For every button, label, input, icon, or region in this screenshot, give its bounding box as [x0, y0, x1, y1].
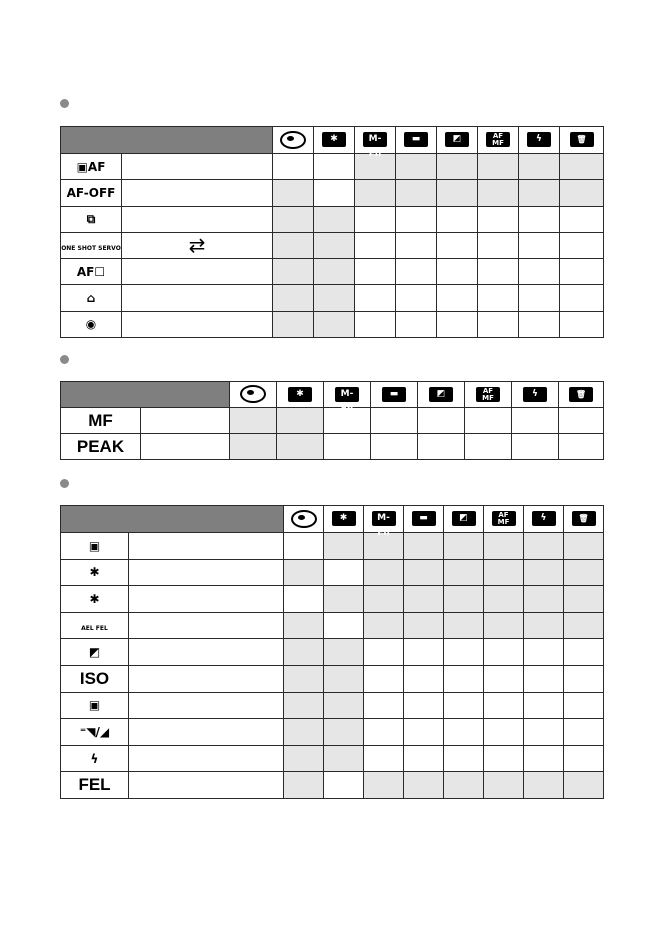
peak-icon [61, 434, 141, 460]
unavailable-cell [564, 533, 604, 560]
available-cell [371, 408, 418, 434]
header-icon-cell [371, 382, 418, 408]
ae-lock-icon-2 [61, 586, 129, 613]
table-row [61, 612, 604, 639]
available-cell [484, 665, 524, 692]
unavailable-cell [324, 692, 364, 719]
header-icon-cell [273, 127, 314, 154]
unavailable-cell [404, 772, 444, 799]
metering-af-icon [61, 154, 122, 180]
header-row [61, 506, 604, 533]
available-cell [444, 719, 484, 746]
movie-icon: ▬ [382, 387, 406, 402]
unavailable-cell [230, 434, 277, 460]
function-name-cell [122, 259, 273, 285]
available-cell [484, 692, 524, 719]
unavailable-cell [284, 719, 324, 746]
table-row [61, 665, 604, 692]
ael-fel-icon-glyph: AEL FEL [81, 624, 108, 632]
available-cell [559, 408, 604, 434]
unavailable-cell [284, 639, 324, 666]
one-shot-servo-icon [61, 232, 122, 258]
available-cell [404, 692, 444, 719]
function-name-cell [129, 639, 284, 666]
unavailable-cell [444, 612, 484, 639]
unavailable-cell [564, 612, 604, 639]
available-cell [418, 434, 465, 460]
table-row [61, 206, 604, 232]
function-name-cell [129, 533, 284, 560]
drive-icon [61, 719, 129, 746]
header-icon-cell [284, 506, 324, 533]
unavailable-cell [314, 232, 355, 258]
available-cell [404, 639, 444, 666]
available-cell [437, 206, 478, 232]
available-cell [524, 665, 564, 692]
unavailable-cell [404, 533, 444, 560]
unavailable-cell [560, 154, 604, 180]
mf-icon [61, 408, 141, 434]
header-icon-cell [364, 506, 404, 539]
unavailable-cell [364, 586, 404, 613]
available-cell [524, 719, 564, 746]
unavailable-cell [364, 559, 404, 586]
header-icon-cell [437, 127, 478, 154]
unavailable-cell [484, 772, 524, 799]
available-cell [273, 154, 314, 180]
table-row [61, 533, 604, 560]
unavailable-cell [560, 180, 604, 206]
header-label-cell [61, 127, 273, 154]
header-icon-cell [324, 506, 364, 533]
unavailable-cell [277, 408, 324, 434]
available-cell [404, 745, 444, 772]
eye-oval-icon [240, 385, 266, 403]
table-row [61, 434, 604, 460]
exposure-comp-icon: ◩ [445, 132, 469, 147]
table-row [61, 639, 604, 666]
m-fn-icon: M-Fn [335, 387, 359, 402]
table-row [61, 559, 604, 586]
table-1 [60, 126, 604, 338]
available-cell [444, 745, 484, 772]
table-row [61, 232, 604, 258]
table-row [61, 772, 604, 799]
header-icon-cell [524, 506, 564, 533]
available-cell [437, 285, 478, 311]
unavailable-cell [355, 180, 396, 206]
table-3 [60, 505, 604, 799]
header-icon-cell [512, 382, 559, 408]
unavailable-cell [484, 533, 524, 560]
flash-icon: ϟ [523, 387, 547, 402]
exposure-comp-icon: ◩ [452, 511, 476, 526]
function-name-cell [141, 408, 230, 434]
trash-icon: 🗑 [570, 132, 594, 147]
available-cell [519, 311, 560, 337]
one-shot-servo-icon-glyph: ONE SHOT SERVO [61, 244, 121, 252]
available-cell [564, 719, 604, 746]
ael-fel-icon [61, 612, 129, 639]
unavailable-cell [484, 612, 524, 639]
flash-icon-glyph: ϟ [90, 751, 99, 766]
available-cell [564, 692, 604, 719]
function-name-cell [122, 180, 273, 206]
metering-mode-icon-glyph: ▣ [88, 698, 101, 713]
unavailable-cell [444, 586, 484, 613]
available-cell [364, 692, 404, 719]
unavailable-cell [277, 434, 324, 460]
available-cell [364, 665, 404, 692]
available-cell [314, 154, 355, 180]
unavailable-cell [314, 259, 355, 285]
available-cell [560, 232, 604, 258]
unavailable-cell [324, 665, 364, 692]
unavailable-cell [364, 772, 404, 799]
function-name-cell [122, 311, 273, 337]
header-row [61, 382, 604, 408]
available-cell [560, 285, 604, 311]
af-mf-icon: AF MF [476, 387, 500, 402]
function-name-cell [129, 665, 284, 692]
eye-oval-icon [280, 131, 306, 149]
function-name-cell [129, 719, 284, 746]
available-cell [364, 745, 404, 772]
available-cell [284, 586, 324, 613]
available-cell [364, 719, 404, 746]
trash-icon: 🗑 [569, 387, 593, 402]
mf-icon-glyph: MF [88, 410, 113, 430]
unavailable-cell [324, 745, 364, 772]
available-cell [396, 232, 437, 258]
unavailable-cell [230, 408, 277, 434]
asterisk-icon: ✱ [332, 511, 356, 526]
asterisk-icon: ✱ [288, 387, 312, 402]
available-cell [437, 232, 478, 258]
header-icon-cell [465, 382, 512, 408]
available-cell [519, 259, 560, 285]
available-cell [560, 311, 604, 337]
ae-lock-icon-glyph: ✱ [89, 565, 100, 580]
available-cell [355, 311, 396, 337]
header-icon-cell [324, 382, 371, 414]
unavailable-cell [524, 586, 564, 613]
exposure-comp-icon-glyph: ◩ [88, 645, 101, 660]
available-cell [559, 434, 604, 460]
available-cell [560, 259, 604, 285]
available-cell [564, 745, 604, 772]
section-1-bullet [60, 99, 69, 108]
movie-icon: ▬ [404, 132, 428, 147]
m-fn-icon: M-Fn [372, 511, 396, 526]
af-point-icon-glyph: AF☐ [76, 264, 106, 279]
available-cell [444, 692, 484, 719]
unavailable-cell [519, 180, 560, 206]
unavailable-cell [314, 206, 355, 232]
header-row [61, 127, 604, 154]
iso-icon-glyph: ISO [79, 668, 110, 688]
header-icon-cell [560, 127, 604, 154]
eye-detection-icon-glyph: ◉ [85, 317, 97, 332]
available-cell [355, 232, 396, 258]
function-name-cell: ⇄ [122, 232, 273, 258]
unavailable-cell [437, 180, 478, 206]
available-cell [324, 772, 364, 799]
unavailable-cell [437, 154, 478, 180]
eye-oval-icon [291, 510, 317, 528]
unavailable-cell [324, 639, 364, 666]
table-row [61, 692, 604, 719]
available-cell [437, 311, 478, 337]
unavailable-cell [524, 772, 564, 799]
header-icon-cell [484, 506, 524, 533]
header-icon-cell [230, 382, 277, 408]
af-off-icon-glyph: AF-OFF [66, 185, 116, 200]
unavailable-cell [396, 180, 437, 206]
unavailable-cell [284, 692, 324, 719]
available-cell [396, 285, 437, 311]
function-name-cell [122, 206, 273, 232]
unavailable-cell [444, 772, 484, 799]
af-off-icon [61, 180, 122, 206]
flash-icon [61, 745, 129, 772]
function-name-cell [129, 745, 284, 772]
available-cell [478, 311, 519, 337]
touch-af-icon-glyph: ⌂ [86, 291, 96, 306]
trash-icon: 🗑 [572, 511, 596, 526]
af-frame-icon-glyph: ⧉ [86, 212, 96, 227]
available-cell [564, 665, 604, 692]
available-cell [524, 745, 564, 772]
available-cell [444, 665, 484, 692]
unavailable-cell [478, 180, 519, 206]
unavailable-cell [324, 586, 364, 613]
table-row [61, 745, 604, 772]
function-name-cell [129, 692, 284, 719]
fel-icon-glyph: FEL [78, 775, 111, 795]
unavailable-cell [484, 586, 524, 613]
available-cell [355, 206, 396, 232]
available-cell [355, 259, 396, 285]
available-cell [404, 719, 444, 746]
unavailable-cell [284, 559, 324, 586]
available-cell [478, 232, 519, 258]
available-cell [418, 408, 465, 434]
exposure-comp-icon [61, 639, 129, 666]
available-cell [355, 285, 396, 311]
af-frame-icon [61, 206, 122, 232]
unavailable-cell [524, 612, 564, 639]
function-name-cell [129, 586, 284, 613]
unavailable-cell [396, 154, 437, 180]
af-point-icon [61, 259, 122, 285]
unavailable-cell [564, 586, 604, 613]
table-row [61, 311, 604, 337]
header-icon-cell [478, 127, 519, 154]
available-cell [465, 434, 512, 460]
available-cell [524, 639, 564, 666]
ae-lock-icon-2-glyph: ✱ [89, 591, 100, 606]
header-icon-cell [559, 382, 604, 408]
available-cell [560, 206, 604, 232]
touch-af-icon [61, 285, 122, 311]
movie-icon: ▬ [412, 511, 436, 526]
function-name-cell [129, 612, 284, 639]
table-row [61, 285, 604, 311]
available-cell [324, 434, 371, 460]
drive-icon-glyph: ⁼◥/◢ [79, 724, 110, 739]
unavailable-cell [273, 232, 314, 258]
fel-icon [61, 772, 129, 799]
unavailable-cell [273, 259, 314, 285]
unavailable-cell [324, 719, 364, 746]
unavailable-cell [564, 559, 604, 586]
table-row [61, 154, 604, 180]
metering-af-icon-glyph: ▣AF [76, 159, 106, 174]
function-name-cell [122, 285, 273, 311]
header-icon-cell [314, 127, 355, 154]
header-icon-cell [418, 382, 465, 408]
available-cell [396, 206, 437, 232]
table-row [61, 259, 604, 285]
available-cell [465, 408, 512, 434]
header-icon-cell [404, 506, 444, 533]
header-icon-cell [564, 506, 604, 533]
unavailable-cell [404, 559, 444, 586]
table-row [61, 586, 604, 613]
section-3-bullet [60, 479, 69, 488]
function-name-cell [122, 154, 273, 180]
available-cell [478, 206, 519, 232]
available-cell [324, 612, 364, 639]
available-cell [478, 259, 519, 285]
table-row [61, 408, 604, 434]
available-cell [484, 745, 524, 772]
asterisk-icon: ✱ [322, 132, 346, 147]
header-icon-cell [396, 127, 437, 154]
unavailable-cell [273, 285, 314, 311]
eye-detection-icon [61, 311, 122, 337]
peak-icon-glyph: PEAK [76, 436, 125, 456]
available-cell [478, 285, 519, 311]
header-icon-cell [519, 127, 560, 154]
af-mf-icon: AF MF [486, 132, 510, 147]
unavailable-cell [273, 206, 314, 232]
header-icon-cell [355, 127, 396, 160]
unavailable-cell [284, 772, 324, 799]
header-label-cell [61, 506, 284, 533]
flash-icon: ϟ [527, 132, 551, 147]
header-icon-cell [277, 382, 324, 408]
available-cell [484, 719, 524, 746]
unavailable-cell [444, 533, 484, 560]
unavailable-cell [273, 180, 314, 206]
available-cell [371, 434, 418, 460]
unavailable-cell [478, 154, 519, 180]
unavailable-cell [364, 612, 404, 639]
unavailable-cell [524, 559, 564, 586]
function-name-cell [129, 559, 284, 586]
table-2 [60, 381, 604, 460]
unavailable-cell [519, 154, 560, 180]
unavailable-cell [284, 665, 324, 692]
header-icon-cell [444, 506, 484, 533]
available-cell [564, 639, 604, 666]
ae-lock-icon [61, 559, 129, 586]
available-cell [364, 639, 404, 666]
available-cell [524, 692, 564, 719]
flash-icon: ϟ [532, 511, 556, 526]
m-fn-icon: M-Fn [363, 132, 387, 147]
available-cell [519, 232, 560, 258]
header-label-cell [61, 382, 230, 408]
available-cell [314, 180, 355, 206]
available-cell [284, 533, 324, 560]
available-cell [396, 311, 437, 337]
unavailable-cell [444, 559, 484, 586]
unavailable-cell [314, 311, 355, 337]
table-row [61, 180, 604, 206]
available-cell [512, 408, 559, 434]
unavailable-cell [404, 586, 444, 613]
iso-icon [61, 665, 129, 692]
unavailable-cell [273, 311, 314, 337]
available-cell [396, 259, 437, 285]
unavailable-cell [284, 745, 324, 772]
available-cell [512, 434, 559, 460]
unavailable-cell [564, 772, 604, 799]
metering-icon [61, 533, 129, 560]
available-cell [519, 285, 560, 311]
metering-icon-glyph: ▣ [88, 538, 101, 553]
available-cell [519, 206, 560, 232]
af-mf-icon: AF MF [492, 511, 516, 526]
available-cell [437, 259, 478, 285]
unavailable-cell [284, 612, 324, 639]
function-name-cell [141, 434, 230, 460]
metering-mode-icon [61, 692, 129, 719]
section-2-bullet [60, 355, 69, 364]
available-cell [324, 559, 364, 586]
table-row [61, 719, 604, 746]
available-cell [404, 665, 444, 692]
unavailable-cell [524, 533, 564, 560]
unavailable-cell [314, 285, 355, 311]
unavailable-cell [324, 533, 364, 560]
unavailable-cell [404, 612, 444, 639]
exposure-comp-icon: ◩ [429, 387, 453, 402]
function-name-cell [129, 772, 284, 799]
available-cell [444, 639, 484, 666]
unavailable-cell [484, 559, 524, 586]
available-cell [484, 639, 524, 666]
